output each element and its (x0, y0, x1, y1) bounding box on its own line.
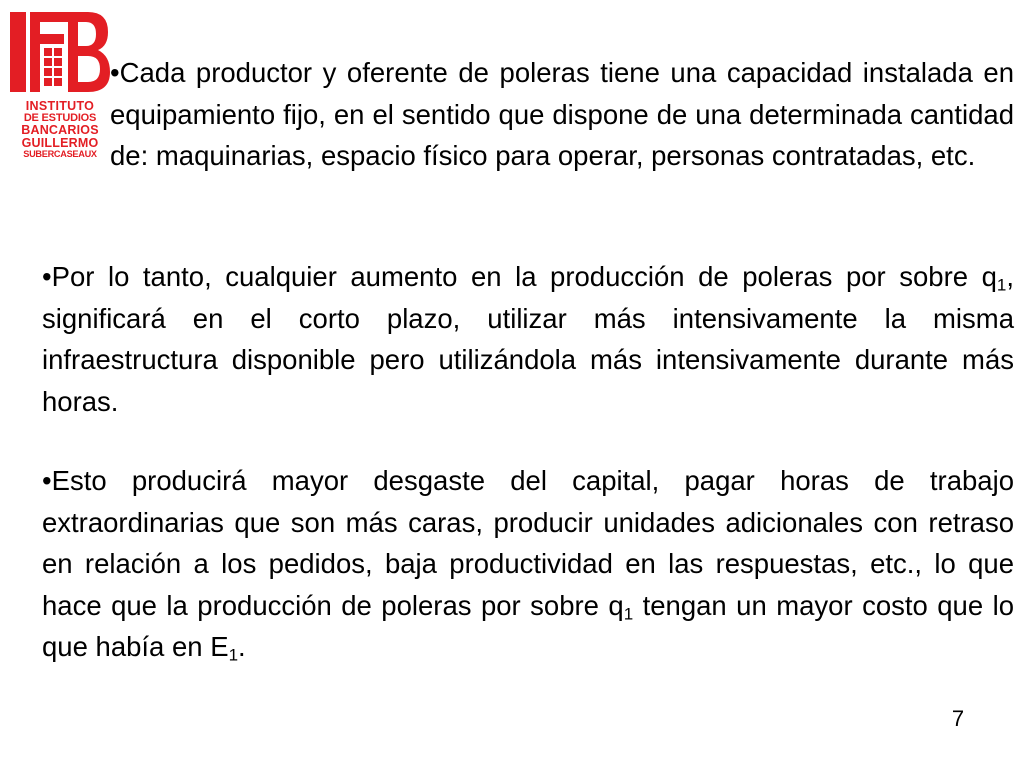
logo-line-guillermo: GUILLERMO (21, 136, 99, 150)
p3-text-start: •Esto producirá mayor desgaste del capital, pagar horas de trabajo extraordinarias que son más caras, producir unidades adicionales con retraso en relación a los pedidos, baja productividad en las respuestas, etc., lo que hace que la producción de poleras por sobre q (42, 465, 1014, 621)
logo-line-subercaseaux: SUBERCASEAUX (23, 149, 97, 159)
p3-text-middle: tengan un mayor costo que lo que había en E (42, 589, 1014, 662)
paragraph-capacidad-instalada: •Cada productor y oferente de poleras tiene una capacidad instalada en equipamiento fijo, en el sentido que dispone de una determinada cantidad de: maquinarias, espacio físico para operar, personas contratadas, etc. (110, 57, 1014, 171)
p3-subscript-e: 1 (228, 645, 239, 665)
p2-text-end: , significará en el corto plazo, utilizar más intensivamente la misma infraestructura disponible pero utilizándola más intensivamente durante más horas. (42, 261, 1014, 417)
logo-line-bancarios: BANCARIOS (21, 123, 99, 137)
p2-subscript: 1 (996, 275, 1007, 295)
logo-line-instituto: INSTITUTO (25, 99, 95, 113)
p3-text-end: . (238, 631, 246, 662)
logo-line-de-estudios: DE ESTUDIOS (23, 112, 97, 124)
paragraph-aumento-produccion (42, 256, 1014, 422)
p3-subscript-q: 1 (623, 603, 634, 623)
page-number: 7 (951, 706, 965, 731)
logo-emblem-icon (10, 12, 110, 96)
paragraph-desgaste-capital (42, 460, 1014, 668)
institute-logo (10, 10, 110, 160)
p2-text-start: •Por lo tanto, cualquier aumento en la producción de poleras por sobre q (42, 261, 997, 292)
